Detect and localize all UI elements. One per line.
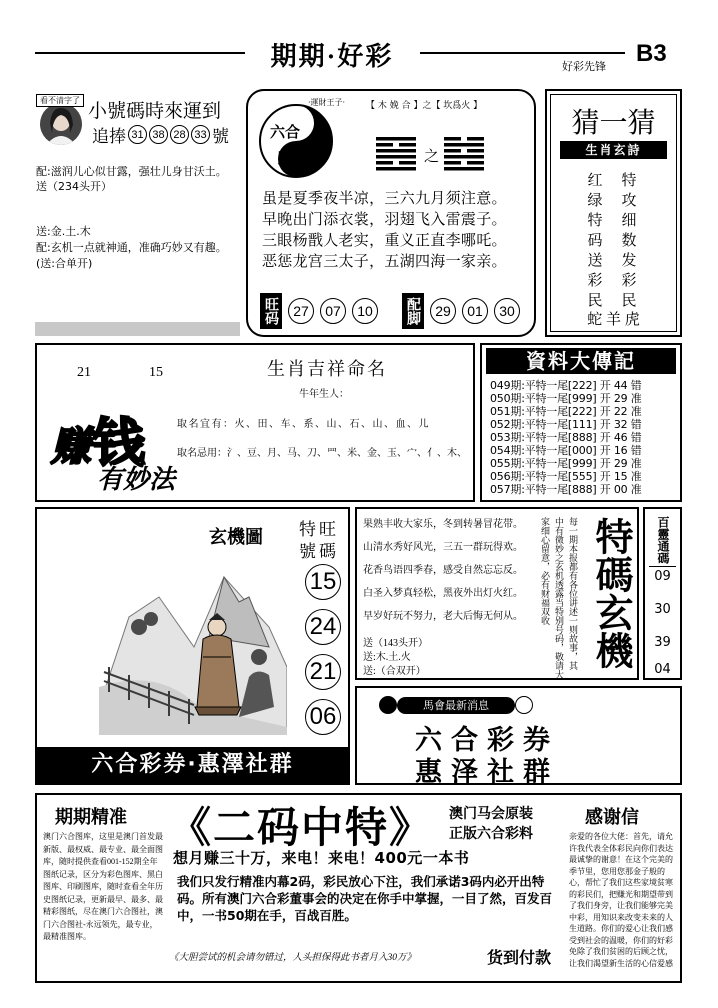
chase-number: 28 bbox=[170, 125, 189, 144]
guess-panel bbox=[545, 89, 682, 337]
hot-label: 旺码 bbox=[260, 293, 282, 329]
book-cod: 货到付款 bbox=[487, 948, 552, 967]
hot-number: 07 bbox=[320, 298, 346, 324]
record-row: 054期:平特一尾[000] 开 16 错 bbox=[490, 444, 642, 457]
tip-line: 送（234头开） bbox=[36, 180, 112, 193]
hot-number: 27 bbox=[288, 298, 314, 324]
poem-line: 白圣入梦真轻松，黑夜外出灯火红。 bbox=[363, 588, 523, 599]
guess-cell: 攻 bbox=[621, 193, 637, 209]
lingtong-number: 04 bbox=[654, 662, 671, 677]
guess-title: 猜一猜 bbox=[571, 108, 656, 139]
avatar-label: 看不清字了 bbox=[36, 94, 84, 107]
hexagram-icon bbox=[444, 137, 484, 171]
xuanji-label: 號碼 bbox=[299, 542, 339, 561]
bottom-right-title: 感谢信 bbox=[585, 807, 639, 828]
poem-line: 恶惩龙宫三太子，五湖四海一家亲。 bbox=[262, 254, 507, 270]
naming-number: 15 bbox=[149, 365, 163, 380]
naming-title: 生肖吉祥命名 bbox=[267, 359, 387, 379]
hexagram-icon bbox=[376, 137, 416, 171]
chase-number: 33 bbox=[191, 125, 210, 144]
pair-number: 01 bbox=[462, 298, 488, 324]
send-line: 送（143头开） bbox=[363, 638, 428, 649]
guess-cell: 彩 bbox=[587, 273, 603, 289]
tema-title: 特碼玄機 bbox=[589, 517, 633, 669]
lottery-ball-icon bbox=[379, 696, 397, 714]
bottom-left-title: 期期精准 bbox=[55, 807, 127, 828]
poem-line: 山清水秀好风光，三五一群玩得欢。 bbox=[363, 542, 523, 553]
guess-cell: 彩 bbox=[621, 273, 637, 289]
bottom-panel bbox=[35, 793, 682, 983]
gray-bar bbox=[35, 322, 240, 336]
fortune-tag: ·運財王子· bbox=[308, 98, 346, 107]
record-row: 055期:平特一尾[999] 开 29 准 bbox=[490, 457, 642, 470]
naming-good: 取名宜有：火、田、车、系、山、石、山、血、儿 bbox=[177, 419, 430, 430]
record-row: 049期:平特一尾[222] 开 44 错 bbox=[490, 379, 642, 392]
records-title: 資料大傳記 bbox=[486, 348, 676, 374]
logo-text-top: 六合 bbox=[270, 123, 301, 141]
xuanji-number: 15 bbox=[305, 564, 341, 600]
art-char-1: 赚 bbox=[51, 424, 91, 469]
guess-cell: 绿 bbox=[587, 193, 603, 209]
bottom-left-text: 澳门六合图库，这里是澳门首发最新版、最权威、最专业、最全面图库，随时提供查看001-152期全年图纸记录，区分为彩色图库、黑白图库、印刷图库，随时查看全年历史图纸记录，更新最早、最多、最精彩图纸，尽在澳门六合图社，澳门六合图社-永远领先，最专业，最精准图库。 bbox=[43, 832, 163, 941]
header-rule-right bbox=[420, 52, 625, 54]
book-note: 《大胆尝试的机会请勿错过，人头担保得此书者月入30万》 bbox=[169, 953, 417, 963]
poem-line: 早岁好玩不努力，老大后悔无何从。 bbox=[363, 611, 523, 622]
bottom-right-text: 亲爱的各位大佬：首先，请允许我代表全体彩民向你们表达最诚挚的谢意！在这个完美的季节里，您用您那金子般的心，帮忙了我们这些家境贫寒的彩民们，把赚光和期望带到了我们身旁，让我们能够完美中彩，用知识来改变未来的人生道路。你们的爱心让我们感受到社会的温暖，你们的好彩免除了我们贫困的后顾之忧，让我们渴望新生活的心信爱感 bbox=[569, 832, 673, 968]
logo-text-bottom: 幽默 bbox=[278, 148, 311, 167]
chase-number: 38 bbox=[149, 125, 168, 144]
xuanji-number: 06 bbox=[305, 699, 341, 735]
book-title: 《二码中特》 bbox=[169, 803, 434, 852]
record-row: 053期:平特一尾[888] 开 46 错 bbox=[490, 431, 642, 444]
guess-cell: 民 bbox=[621, 293, 637, 309]
book-body: 我们只发行精准内幕2码，彩民放心下注，我们承诺3码内必开出特码。所有澳门六合彩董事会的决定在你手中掌握，一目了然，百发百中，一书50期在手，百战百胜。 bbox=[177, 874, 553, 923]
art-slogan: 有妙法 bbox=[97, 465, 176, 495]
guess-cell: 细 bbox=[621, 213, 637, 229]
lingtong-number: 30 bbox=[654, 602, 671, 617]
lingtong-title: 百靈通碼 bbox=[649, 513, 676, 567]
news-title: 馬會最新消息 bbox=[397, 697, 515, 714]
book-promo: 想月赚三十万，来电！来电！400元一本书 bbox=[173, 849, 470, 867]
naming-sub: 牛年生人： bbox=[299, 389, 349, 400]
fortune-combo: 【 木 娩 合 】之【 坎爲火 】 bbox=[366, 101, 483, 111]
poem-line: 三眼杨戬人老实，重义正直李哪吒。 bbox=[262, 233, 507, 249]
art-char-2: 钱 bbox=[93, 416, 146, 473]
page-title: 期期·好彩 bbox=[270, 42, 394, 71]
guess-answer: 蛇 羊 虎 bbox=[587, 312, 640, 328]
tip-line: 配:玄机一点就神通，准确巧妙又有趣。 bbox=[36, 241, 227, 254]
poems-panel bbox=[355, 507, 639, 680]
poem-line: 虽是夏季夜半凉，三六九月须注意。 bbox=[262, 191, 507, 207]
tip-line: 配:滋润儿心似甘露，强壮儿身甘沃土。 bbox=[36, 165, 227, 178]
vertical-note: 中有微妙之玄机透露当特别号码，敬请大 bbox=[554, 517, 564, 679]
guess-cell: 数 bbox=[621, 233, 637, 249]
book-side: 正版六合彩料 bbox=[449, 826, 533, 842]
record-row: 051期:平特一尾[222] 开 22 准 bbox=[490, 405, 642, 418]
lingtong-number: 09 bbox=[654, 569, 671, 584]
chase-number: 31 bbox=[128, 125, 147, 144]
xuanji-title: 玄機圖 bbox=[209, 527, 263, 548]
send-line: 送:（合双开） bbox=[363, 666, 426, 677]
guess-cell: 码 bbox=[587, 233, 603, 249]
hot-number: 10 bbox=[352, 298, 378, 324]
record-row: 056期:平特一尾[555] 开 15 准 bbox=[490, 470, 642, 483]
tip-line: 送:金.土.木 bbox=[36, 225, 91, 238]
guess-subtitle: 生肖玄詩 bbox=[560, 141, 667, 159]
vertical-note: 家细心留意，必有财福双收 bbox=[540, 517, 550, 625]
chase-line bbox=[92, 122, 229, 147]
tip-line: (送:合单开) bbox=[36, 257, 93, 270]
lottery-ball-icon bbox=[515, 696, 533, 714]
lingtong-panel bbox=[643, 507, 682, 680]
poem-line: 花香鸟语四季春，感受自然忘忘反。 bbox=[363, 565, 523, 576]
header-slogan: 好彩先锋 bbox=[562, 61, 606, 73]
header-rule-left bbox=[35, 52, 245, 54]
pair-number: 30 bbox=[494, 298, 520, 324]
naming-number: 21 bbox=[77, 365, 91, 380]
poem-line: 果熟丰收大家乐，冬到转暑冒花带。 bbox=[363, 519, 523, 530]
news-panel bbox=[355, 686, 682, 788]
book-side: 澳门马会原装 bbox=[449, 806, 533, 822]
naming-panel bbox=[35, 343, 475, 502]
xuanji-panel bbox=[35, 507, 350, 785]
xuanji-number: 24 bbox=[305, 609, 341, 645]
guess-cell: 送 bbox=[587, 253, 603, 269]
headline: 小號碼時來運到 bbox=[88, 101, 222, 122]
poem-line: 早晚出门添衣裳，羽翅飞入雷震子。 bbox=[262, 212, 507, 228]
avatar bbox=[40, 103, 82, 145]
record-row: 057期:平特一尾[888] 开 00 准 bbox=[490, 483, 642, 496]
scholar-illustration bbox=[99, 557, 287, 735]
record-row: 050期:平特一尾[999] 开 29 准 bbox=[490, 392, 642, 405]
news-line: 六合彩券 bbox=[415, 725, 559, 756]
records-panel bbox=[480, 343, 682, 502]
guess-cell: 发 bbox=[621, 253, 637, 269]
send-line: 送:木.土.火 bbox=[363, 652, 411, 663]
guess-cell: 特 bbox=[621, 173, 637, 189]
guess-cell: 特 bbox=[587, 213, 603, 229]
fortune-panel bbox=[246, 89, 536, 337]
guess-cell: 红 bbox=[587, 173, 603, 189]
page-number: B3 bbox=[636, 40, 667, 67]
hexagram-connector: 之 bbox=[424, 149, 440, 165]
chase-prefix: 追捧 bbox=[92, 127, 126, 146]
yin-yang-icon bbox=[256, 101, 336, 181]
avatar-photo-icon bbox=[40, 103, 82, 145]
lingtong-number: 39 bbox=[654, 635, 671, 650]
chase-suffix: 號 bbox=[212, 127, 229, 146]
pair-number: 29 bbox=[430, 298, 456, 324]
xuanji-number: 21 bbox=[305, 654, 341, 690]
pair-label: 配脚 bbox=[402, 293, 424, 329]
vertical-note: 每一期本报都有各位讲述一则故事，其 bbox=[568, 517, 578, 670]
news-line: 惠泽社群 bbox=[415, 757, 559, 788]
record-row: 052期:平特一尾[111] 开 32 错 bbox=[490, 418, 642, 431]
xuanji-banner: 六合彩券·惠澤社群 bbox=[37, 747, 348, 783]
xuanji-label: 特旺 bbox=[299, 520, 339, 539]
guess-cell: 民 bbox=[587, 293, 603, 309]
naming-bad: 取名忌用：氵、豆、月、马、刀、罒、米、金、玉、宀、亻、木、 bbox=[177, 448, 467, 459]
